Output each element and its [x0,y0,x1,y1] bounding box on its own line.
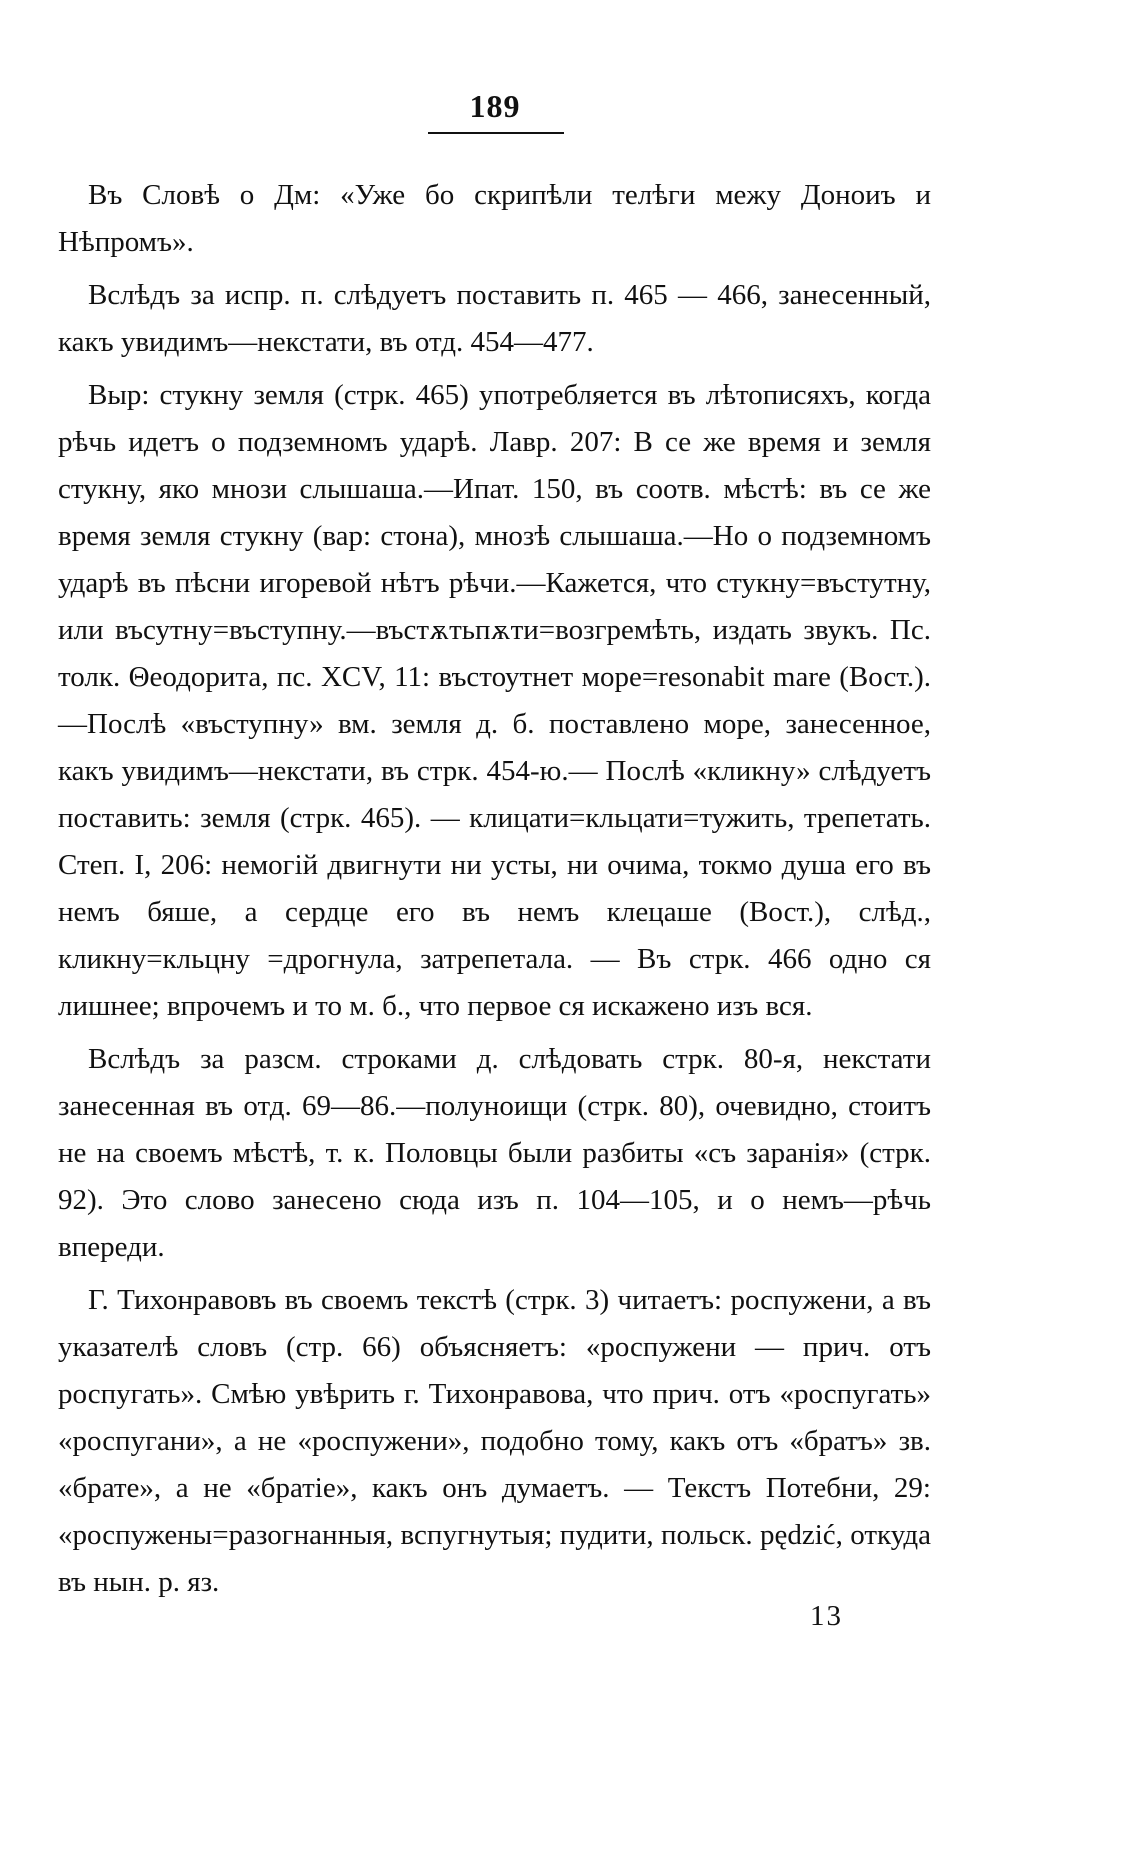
paragraph: Г. Тихонравовъ въ своемъ текстѣ (стрк. 3) читаетъ: роспужени, а въ указателѣ словъ (стр. 66) объясняетъ: «роспужени — прич. отъ роспугать». Смѣю увѣрить г. Тихонравова, что прич. отъ «роспугать» «роспугани», а не «роспужени», подобно тому, какъ отъ «братъ» зв. «брате», а не «братіе», какъ онъ думаетъ. — Текстъ Потебни, 29: «роспужены=разогнанныя, вспугнутыя; пудити, польск. pędzić, откуда въ нын. р. яз. [58,1284,931,1598]
page-number: 189 [469,88,521,124]
signature-mark: 13 [810,1600,843,1632]
paragraph: Въ Словѣ о Дм: «Уже бо скрипѣли телѣги межу Доноиъ и Нѣпромъ». [58,179,931,258]
page-text [58,172,931,1612]
paragraph: Вслѣдъ за разсм. строками д. слѣдовать стрк. 80-я, некстати занесенная въ отд. 69—86.—полуноищи (стрк. 80), очевидно, стоитъ не на своемъ мѣстѣ, т. к. Половцы были разбиты «съ заранія» (стрк. 92). Это слово занесено сюда изъ п. 104—105, и о немъ—рѣчь впереди. [58,1043,931,1263]
page-number-rule [428,132,564,134]
paragraph: Вслѣдъ за испр. п. слѣдуетъ поставить п. 465 — 466, занесенный, какъ увидимъ—некстати, въ отд. 454—477. [58,279,931,358]
paragraph: Выр: стукну земля (стрк. 465) употребляется въ лѣтописяхъ, когда рѣчь идетъ о подземномъ ударѣ. Лавр. 207: В се же время и земля стукну, яко мнози слышаша.—Ипат. 150, въ соотв. мѣстѣ: въ се же время земля стукну (вар: стона), мнозѣ слышаша.—Но о подземномъ ударѣ въ пѣсни игоревой нѣтъ рѣчи.—Кажется, что стукну=въстутну, или въсутну=въступну.—въстѫтьпѫти=возгремѣть, издать звукъ. Пс. толк. Θеодорита, пс. XCV, 11: въстоутнет море=resonabit mare (Вост.).—Послѣ «въступну» вм. земля д. б. поставлено море, занесенное, какъ увидимъ—некстати, въ стрк. 454-ю.— Послѣ «кликну» слѣдуетъ поставить: земля (стрк. 465). — клицати=кльцати=тужить, трепетать. Степ. I, 206: немогій двигнути ни усты, ни очима, токмо душа его въ немъ бяше, а сердце его въ немъ клецаше (Вост.), слѣд., кликну=кльцну =дрогнула, затрепетала. — Въ стрк. 466 одно ся лишнее; впрочемъ и то м. б., что первое ся искажено изъ вся. [58,379,931,1022]
